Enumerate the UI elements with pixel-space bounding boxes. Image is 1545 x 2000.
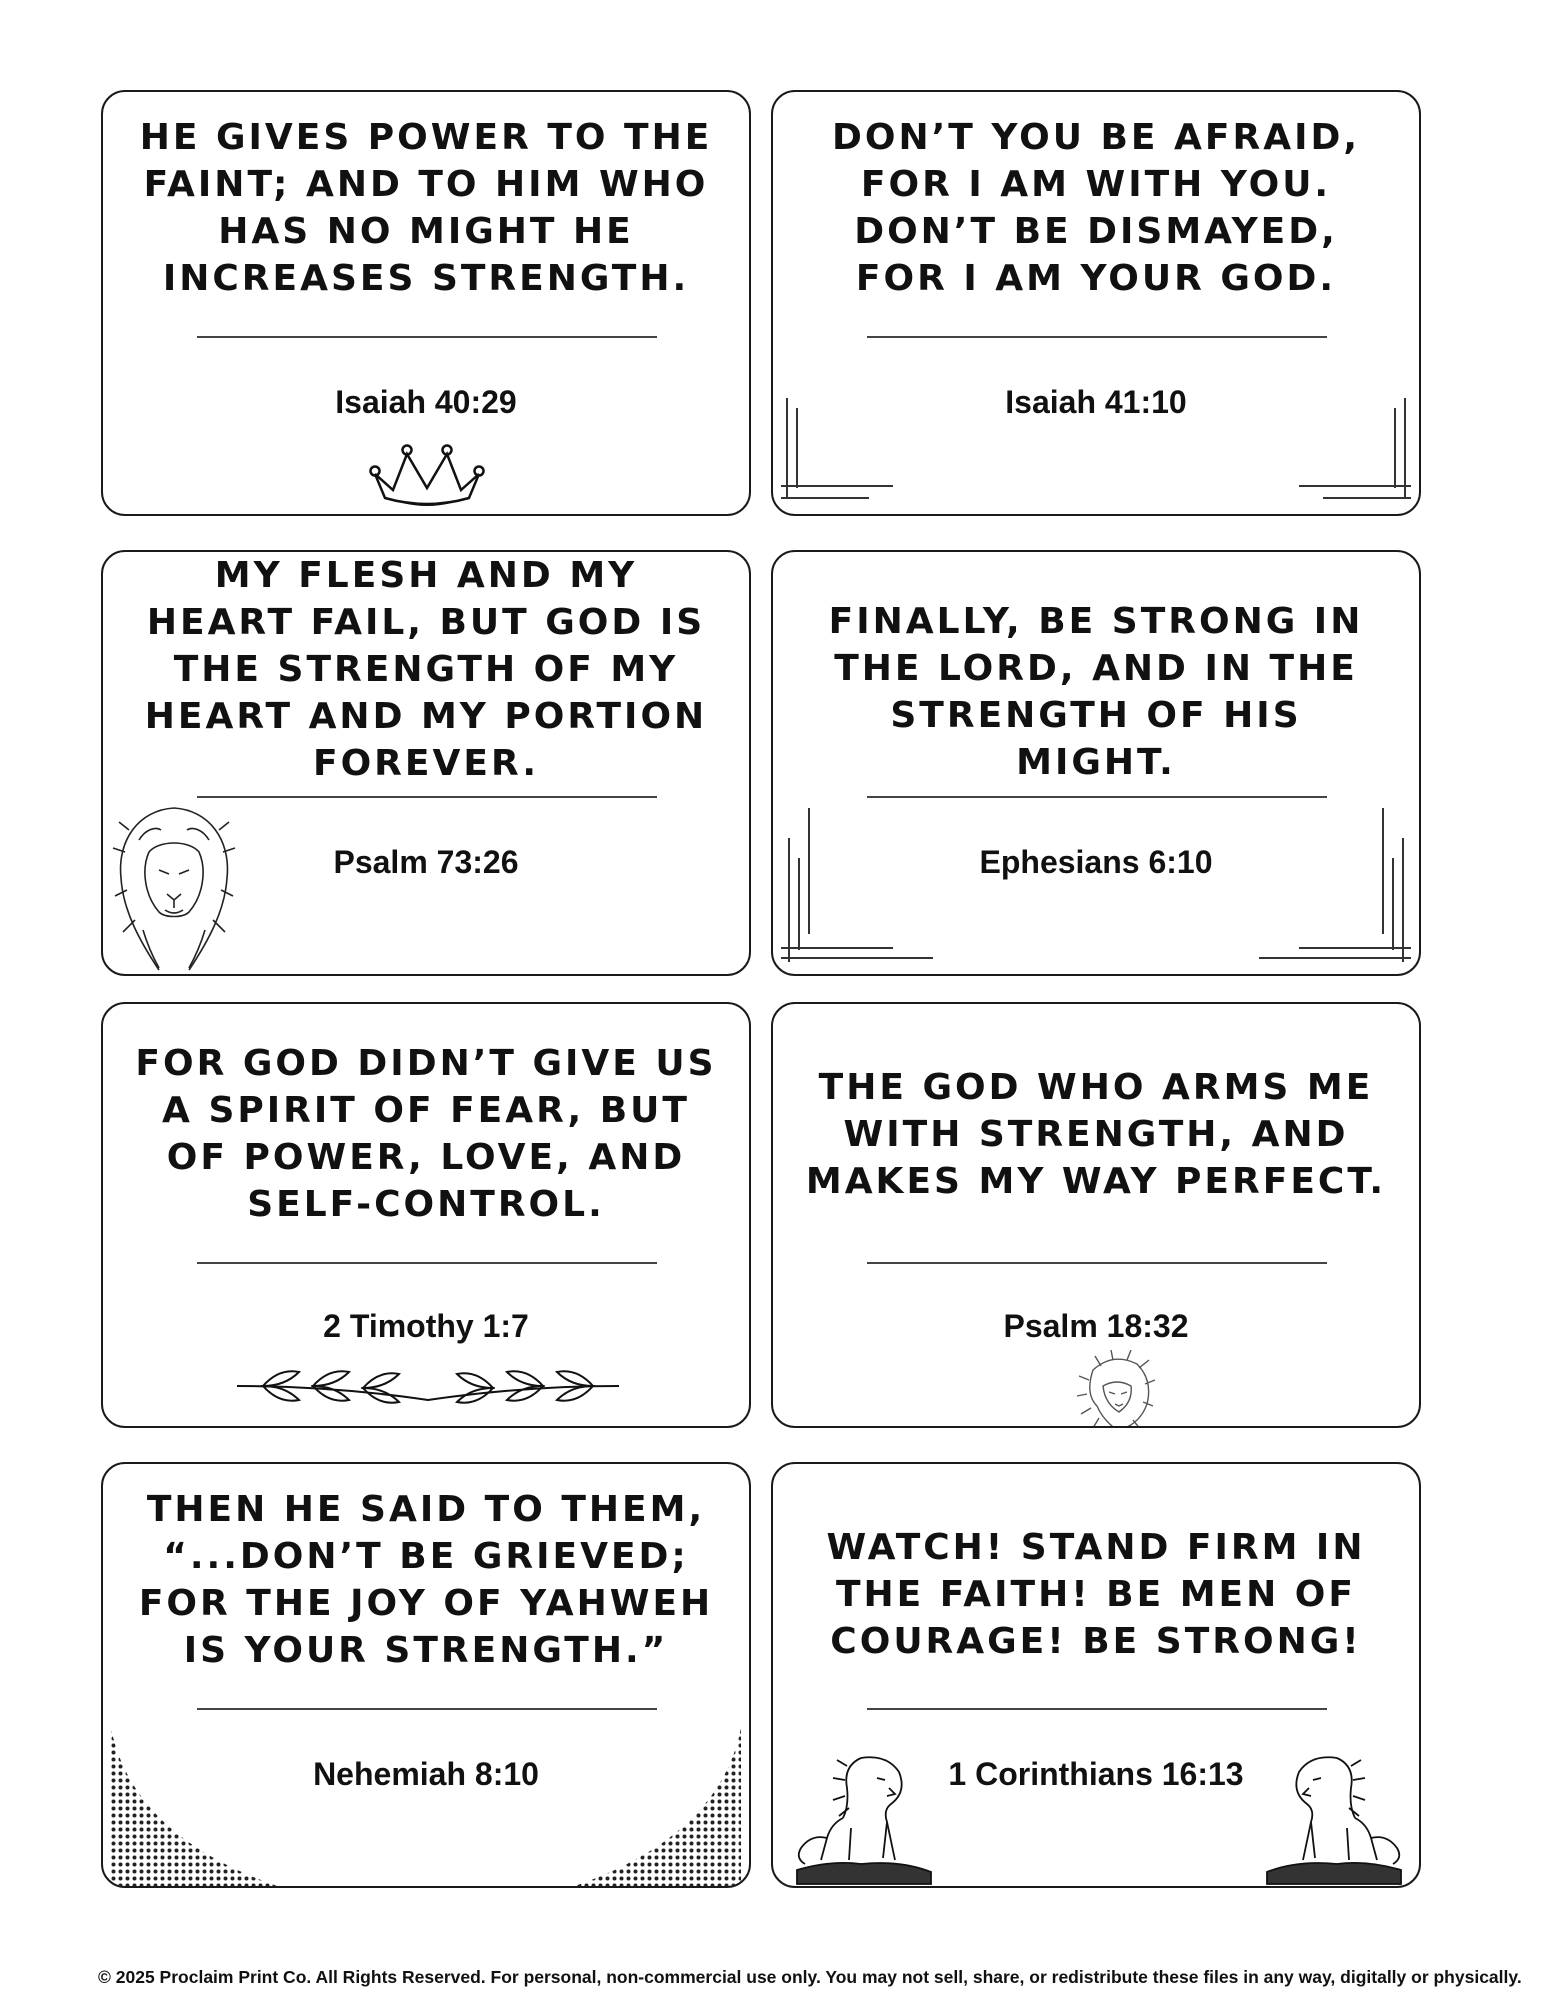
verse-text: HE GIVES POWER TO THE FAINT; AND TO HIM WHO HAS NO MIGHT HE INCREASES STRENGTH.: [139, 117, 713, 299]
verse-card-isaiah-41-10: [771, 90, 1421, 516]
lion-head-sketch-icon: [1073, 1350, 1157, 1428]
corner-lines-right-icon: [1299, 398, 1419, 516]
verse-card-2-timothy-1-7: [101, 1002, 751, 1428]
divider: [867, 1262, 1327, 1264]
verse-card-1-corinthians-16-13: [771, 1462, 1421, 1888]
copyright-footer: © 2025 Proclaim Print Co. All Rights Reserved. For personal, non-commercial use only. You may not sell, share, or redistribute these files in any way, digitally or physically.: [98, 1967, 1522, 1987]
lion-head-icon: [109, 800, 239, 976]
divider: [197, 796, 657, 798]
verse-text: FOR GOD DIDN’T GIVE US A SPIRIT OF FEAR, BUT OF POWER, LOVE, AND SELF-CONTROL.: [135, 1043, 717, 1225]
verse-card-nehemiah-8-10: [101, 1462, 751, 1888]
verse-reference: Isaiah 40:29: [335, 384, 517, 420]
verse-card-ephesians-6-10: [771, 550, 1421, 976]
verse-reference: 2 Timothy 1:7: [323, 1308, 529, 1344]
verse-text: MY FLESH AND MY HEART FAIL, BUT GOD IS THE STRENGTH OF MY HEART AND MY PORTION FOREVER.: [144, 555, 708, 784]
verse-text: THEN HE SAID TO THEM, “...DON’T BE GRIEVED; FOR THE JOY OF YAHWEH IS YOUR STRENGTH.”: [138, 1489, 714, 1671]
divider: [867, 336, 1327, 338]
verse-text: FINALLY, BE STRONG IN THE LORD, AND IN THE STRENGTH OF HIS MIGHT.: [828, 601, 1364, 783]
verse-card-psalm-18-32: [771, 1002, 1421, 1428]
verse-reference: Nehemiah 8:10: [313, 1756, 539, 1792]
corner-lines-left-icon: [773, 798, 943, 976]
verse-reference: Isaiah 41:10: [1005, 384, 1187, 420]
verse-text: THE GOD WHO ARMS ME WITH STRENGTH, AND MAKES MY WAY PERFECT.: [805, 1067, 1387, 1202]
standing-lion-right-icon: [1257, 1748, 1407, 1888]
standing-lion-left-icon: [791, 1748, 941, 1888]
verse-reference: Ephesians 6:10: [979, 844, 1213, 880]
verse-card-isaiah-40-29: [101, 90, 751, 516]
verse-text: DON’T YOU BE AFRAID, FOR I AM WITH YOU. DON’T BE DISMAYED, FOR I AM YOUR GOD.: [831, 117, 1361, 299]
divider: [867, 1708, 1327, 1710]
laurel-branches-icon: [233, 1356, 623, 1416]
divider: [197, 336, 657, 338]
halftone-corner-left-icon: [103, 1728, 283, 1888]
corner-lines-left-icon: [773, 398, 893, 516]
verse-text: WATCH! STAND FIRM IN THE FAITH! BE MEN OF COURAGE! BE STRONG!: [826, 1527, 1366, 1662]
crown-icon: [367, 438, 487, 508]
verse-reference: Psalm 73:26: [333, 844, 519, 880]
halftone-corner-right-icon: [569, 1728, 749, 1888]
divider: [197, 1708, 657, 1710]
verse-reference: 1 Corinthians 16:13: [948, 1756, 1244, 1792]
verse-reference: Psalm 18:32: [1003, 1308, 1189, 1344]
verse-card-psalm-73-26: [101, 550, 751, 976]
divider: [197, 1262, 657, 1264]
corner-lines-right-icon: [1249, 798, 1419, 976]
